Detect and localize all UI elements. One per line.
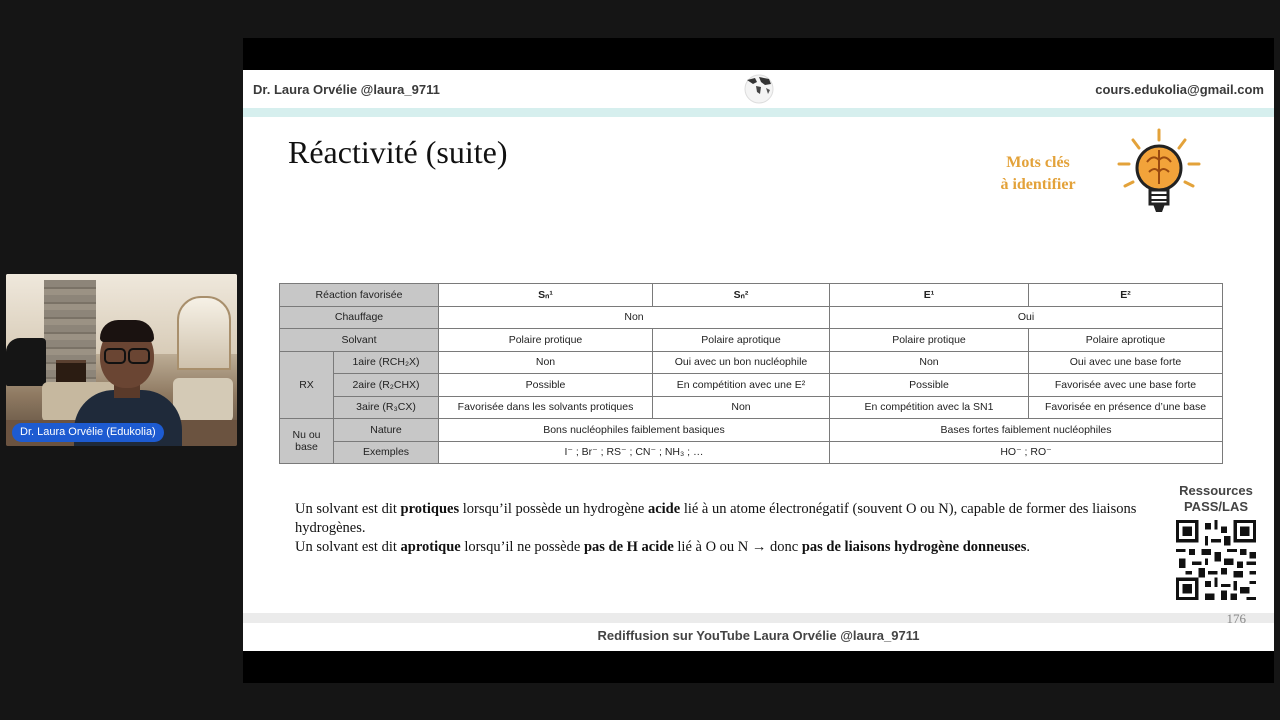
header-divider bbox=[243, 108, 1274, 117]
lightbulb-brain-icon bbox=[1117, 128, 1201, 218]
slide-header bbox=[243, 70, 1274, 108]
table-row bbox=[280, 351, 1223, 374]
text-run: lorsqu’il ne possède bbox=[460, 539, 584, 555]
table-cell: Favorisée avec une base forte bbox=[1029, 374, 1223, 397]
slide bbox=[243, 70, 1274, 651]
table-cell: Favorisée dans les solvants protiques bbox=[439, 396, 653, 419]
text-run: lorsqu’il possède un hydrogène bbox=[459, 501, 648, 517]
video-background-sofa bbox=[173, 378, 233, 422]
table-cell: Polaire protique bbox=[830, 329, 1029, 352]
table-row bbox=[280, 306, 1223, 329]
table-cell: HO⁻ ; RO⁻ bbox=[830, 441, 1223, 464]
qr-code-icon[interactable] bbox=[1176, 520, 1256, 600]
page-number: 176 bbox=[1226, 611, 1246, 626]
row-group-label bbox=[280, 419, 334, 464]
row-label: Nature bbox=[334, 419, 439, 442]
video-background-window bbox=[177, 296, 231, 370]
table-cell: Possible bbox=[830, 374, 1029, 397]
video-background-piano bbox=[6, 338, 46, 386]
table-cell: Favorisée en présence d’une base bbox=[1029, 396, 1223, 419]
table-cell: Oui bbox=[830, 306, 1223, 329]
table-cell: Oui avec une base forte bbox=[1029, 351, 1223, 374]
table-cell: En compétition avec une E² bbox=[653, 374, 830, 397]
row-label: 3aire (R₃CX) bbox=[334, 396, 439, 419]
column-header: E¹ bbox=[830, 284, 1029, 307]
bold-term: pas de H acide bbox=[583, 539, 674, 555]
resources-label bbox=[1171, 483, 1261, 515]
contact-email: cours.edukolia@gmail.com bbox=[1095, 82, 1264, 97]
table-row bbox=[280, 374, 1223, 397]
table-cell: Non bbox=[830, 351, 1029, 374]
table-cell: Non bbox=[653, 396, 830, 419]
definition-text bbox=[295, 500, 1145, 557]
text-run: Un solvant est dit bbox=[295, 501, 401, 517]
bold-term: pas de liaisons hydrogène donneuses bbox=[801, 539, 1027, 555]
participant-video-tile[interactable] bbox=[6, 274, 237, 446]
column-header: Sₙ¹ bbox=[439, 284, 653, 307]
table-row bbox=[280, 329, 1223, 352]
table-cell: Polaire aprotique bbox=[653, 329, 830, 352]
bold-term: aprotique bbox=[400, 539, 461, 555]
resources-line: Ressources bbox=[1179, 483, 1253, 498]
row-label: Réaction favorisée bbox=[280, 284, 439, 307]
text-run: lié à O ou N → donc bbox=[673, 539, 802, 555]
row-label: Exemples bbox=[334, 441, 439, 464]
table-cell: Non bbox=[439, 351, 653, 374]
row-label: Solvant bbox=[280, 329, 439, 352]
resources-line: PASS/LAS bbox=[1183, 499, 1249, 514]
table-cell: Bases fortes faiblement nucléophiles bbox=[830, 419, 1223, 442]
table-row bbox=[280, 396, 1223, 419]
bold-term: acide bbox=[647, 501, 681, 517]
row-group-label-line: Nu ou bbox=[292, 429, 321, 441]
table-cell: En compétition avec la SN1 bbox=[830, 396, 1029, 419]
reactivity-table bbox=[279, 283, 1223, 464]
presenter-hair bbox=[100, 320, 154, 342]
table-cell: I⁻ ; Br⁻ ; RS⁻ ; CN⁻ ; NH₃ ; … bbox=[439, 441, 830, 464]
protic-definition bbox=[295, 500, 1145, 538]
row-label: Chauffage bbox=[280, 306, 439, 329]
row-group-label: RX bbox=[280, 351, 334, 419]
row-group-label-line: base bbox=[295, 441, 318, 453]
row-label: 1aire (RCH₂X) bbox=[334, 351, 439, 374]
table-cell: Polaire aprotique bbox=[1029, 329, 1223, 352]
column-header: E² bbox=[1029, 284, 1223, 307]
slide-title: Réactivité (suite) bbox=[288, 134, 508, 170]
slide-footer: Rediffusion sur YouTube Laura Orvélie @laura_9711 bbox=[597, 628, 920, 643]
row-label: 2aire (R₂CHX) bbox=[334, 374, 439, 397]
presenter-glasses bbox=[104, 348, 150, 362]
table-cell: Polaire protique bbox=[439, 329, 653, 352]
column-header: Sₙ² bbox=[653, 284, 830, 307]
text-run: . bbox=[1026, 539, 1030, 555]
keywords-line: Mots clés bbox=[1006, 154, 1070, 171]
table-row bbox=[280, 419, 1223, 442]
bold-term: protiques bbox=[400, 501, 460, 517]
footer-divider bbox=[243, 613, 1274, 623]
table-row bbox=[280, 441, 1223, 464]
aprotic-definition bbox=[295, 538, 1145, 557]
table-cell: Bons nucléophiles faiblement basiques bbox=[439, 419, 830, 442]
keywords-line: à identifier bbox=[1000, 176, 1076, 193]
participant-name-tag: Dr. Laura Orvélie (Edukolia) bbox=[12, 423, 164, 442]
text-run: Un solvant est dit bbox=[295, 539, 401, 555]
table-cell: Possible bbox=[439, 374, 653, 397]
text-run: lié à un atome électronégatif (souvent O ou N), capable de former des liaisons hydrogènes. bbox=[295, 501, 1137, 536]
globe-icon bbox=[741, 72, 777, 106]
table-cell: Oui avec un bon nucléophile bbox=[653, 351, 830, 374]
keywords-label bbox=[983, 152, 1093, 196]
table-row bbox=[280, 284, 1223, 307]
slide-author: Dr. Laura Orvélie @laura_9711 bbox=[253, 82, 440, 97]
table-cell: Non bbox=[439, 306, 830, 329]
